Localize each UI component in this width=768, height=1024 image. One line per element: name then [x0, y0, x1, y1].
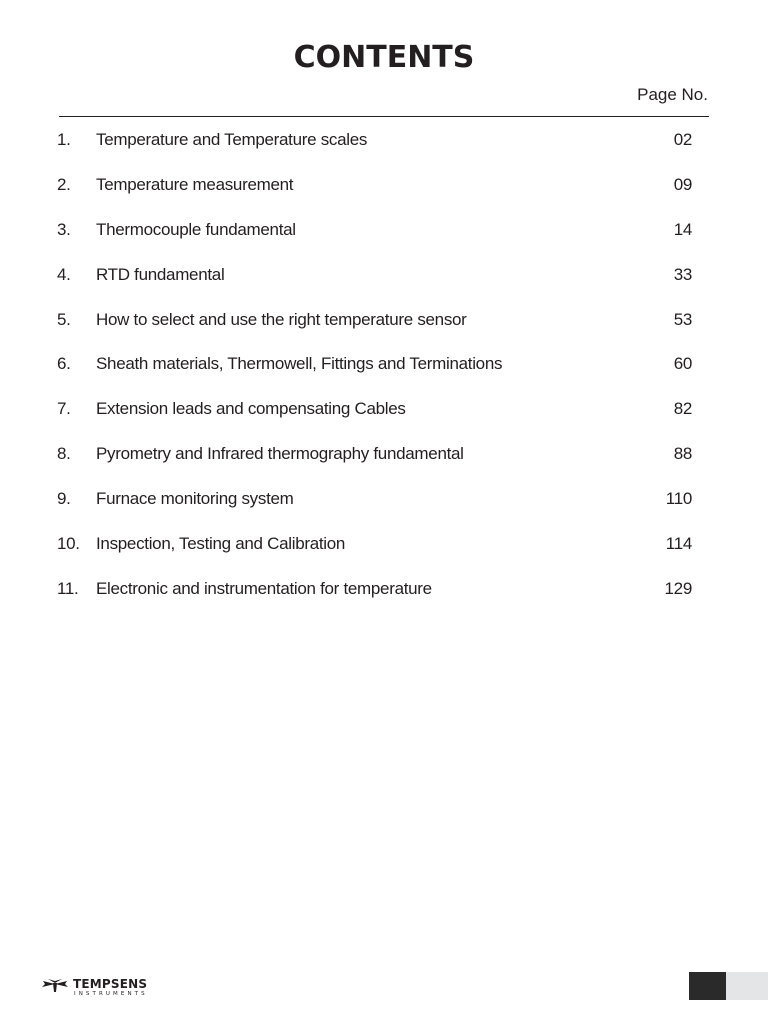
toc-entry-10[interactable] — [0, 531, 768, 576]
toc-entry-9[interactable] — [0, 486, 768, 531]
toc-entry-4[interactable] — [0, 262, 768, 307]
toc-entry-title: Temperature measurement — [96, 174, 294, 194]
page-number-column-header: Page No. — [637, 85, 708, 104]
toc-entry-page: 53 — [673, 309, 692, 329]
toc-entry-number: 2. — [57, 174, 71, 194]
toc-entry-number: 1. — [57, 130, 71, 149]
toc-entry-page: 02 — [673, 130, 692, 149]
toc-entry-number: 8. — [57, 444, 71, 464]
toc-entry-6[interactable] — [0, 351, 768, 396]
toc-entry-title: Sheath materials, Thermowell, Fittings and Terminations — [96, 354, 503, 374]
toc-entry-title: Temperature and Temperature scales — [96, 130, 368, 149]
toc-entry-number: 10. — [57, 534, 80, 554]
toc-entry-page: 14 — [673, 219, 692, 239]
toc-entry-page: 88 — [673, 444, 692, 464]
toc-entry-title: Inspection, Testing and Calibration — [96, 534, 346, 554]
toc-entry-title: Thermocouple fundamental — [96, 219, 296, 239]
toc-entry-page: 60 — [673, 354, 692, 374]
toc-entry-1[interactable] — [0, 127, 768, 172]
toc-entry-number: 9. — [57, 489, 71, 509]
header-divider — [59, 116, 709, 117]
toc-entry-title: Electronic and instrumentation for temperature — [96, 578, 432, 598]
brand-name: TEMPSENS — [73, 977, 148, 991]
toc-entry-number: 3. — [57, 219, 71, 239]
toc-entry-number: 11. — [57, 578, 79, 598]
tempsens-logo-icon — [42, 978, 68, 992]
brand-subtitle: INSTRUMENTS — [74, 991, 148, 997]
toc-entry-title: How to select and use the right temperature sensor — [96, 309, 467, 329]
page-corner-dark-tab — [689, 972, 726, 1000]
toc-entry-page: 82 — [673, 399, 692, 419]
page-corner-light-tab — [726, 972, 768, 1000]
table-of-contents — [0, 127, 768, 621]
toc-entry-3[interactable] — [0, 217, 768, 262]
toc-entry-5[interactable] — [0, 307, 768, 352]
toc-entry-7[interactable] — [0, 396, 768, 441]
toc-entry-number: 5. — [57, 309, 71, 329]
toc-entry-2[interactable] — [0, 172, 768, 217]
toc-entry-title: Extension leads and compensating Cables — [96, 399, 406, 419]
toc-entry-number: 6. — [57, 354, 71, 374]
toc-entry-page: 09 — [673, 174, 692, 194]
toc-entry-title: Furnace monitoring system — [96, 489, 294, 509]
toc-entry-8[interactable] — [0, 441, 768, 486]
toc-entry-page: 129 — [664, 578, 692, 598]
toc-entry-title: Pyrometry and Infrared thermography fundamental — [96, 444, 464, 464]
toc-entry-page: 114 — [665, 534, 692, 554]
toc-entry-page: 110 — [665, 489, 692, 509]
page-title: CONTENTS — [293, 40, 475, 75]
toc-entry-number: 4. — [57, 264, 71, 284]
toc-entry-page: 33 — [673, 264, 692, 284]
toc-entry-11[interactable] — [0, 576, 768, 621]
toc-entry-number: 7. — [57, 399, 71, 419]
toc-entry-title: RTD fundamental — [96, 264, 225, 284]
tempsens-logo — [42, 976, 162, 1000]
